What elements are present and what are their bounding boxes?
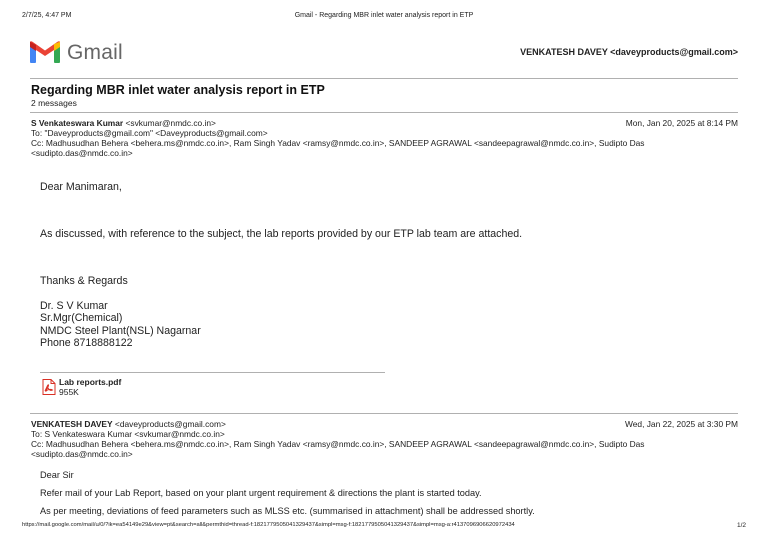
message-2-sender[interactable] <box>31 419 226 429</box>
print-datetime: 2/7/25, 4:47 PM <box>22 12 72 19</box>
signature-line: NMDC Steel Plant(NSL) Nagarnar <box>40 324 201 337</box>
gmail-logo-icon[interactable] <box>30 41 60 63</box>
message-2-paragraph: As per meeting, deviations of feed parameters such as MLSS etc. (summarised in attachment) shall be addressed shortly. <box>40 506 535 516</box>
message-1-paragraph: As discussed, with reference to the subject, the lab reports provided by our ETP lab team are attached. <box>40 228 523 240</box>
divider <box>30 413 738 414</box>
divider <box>30 112 738 113</box>
sender-email: <svkumar@nmdc.co.in> <box>125 118 216 128</box>
pdf-file-icon[interactable] <box>42 379 56 395</box>
message-1-cc-cont: <sudipto.das@nmdc.co.in> <box>31 148 133 158</box>
attachment-divider <box>40 372 385 373</box>
print-url: https://mail.google.com/mail/u/0/?ik=ea54149e29&view=pt&search=all&permthid=thread-f:1821779505041329437&simpl=msg-f:1821779505041329437&simpl=msg-a:r4137096906620972434 <box>22 522 515 528</box>
message-2-cc: Cc: Madhusudhan Behera <behera.ms@nmdc.co.in>, Ram Singh Yadav <ramsy@nmdc.co.in>, SANDEEP AGRAWAL <sandeepagrawal@nmdc.co.in>, Sudipto Das <box>31 439 645 449</box>
message-2-to: To: S Venkateswara Kumar <svkumar@nmdc.co.in> <box>31 429 225 439</box>
message-count: 2 messages <box>31 98 77 108</box>
account-label: VENKATESH DAVEY <daveyproducts@gmail.com> <box>520 47 738 57</box>
thread-subject: Regarding MBR inlet water analysis report in ETP <box>31 83 325 97</box>
sender-email: <daveyproducts@gmail.com> <box>114 419 226 429</box>
signature-line: Sr.Mgr(Chemical) <box>40 312 123 325</box>
message-2-paragraph: Refer mail of your Lab Report, based on your plant urgent requirement & directions the plant is started today. <box>40 488 482 498</box>
print-title: Gmail - Regarding MBR inlet water analysis report in ETP <box>294 12 474 19</box>
page-number: 1/2 <box>736 522 746 529</box>
signature-line: Phone 8718888122 <box>40 336 133 349</box>
sender-name: VENKATESH DAVEY <box>31 419 113 429</box>
attachment-size: 955K <box>59 387 79 397</box>
signature-line: Dr. S V Kumar <box>40 300 108 312</box>
message-1-to: To: "Daveyproducts@gmail.com" <Daveyproducts@gmail.com> <box>31 128 268 138</box>
message-1-signature <box>40 300 201 349</box>
gmail-logo-text: Gmail <box>67 41 123 64</box>
message-1-cc: Cc: Madhusudhan Behera <behera.ms@nmdc.co.in>, Ram Singh Yadav <ramsy@nmdc.co.in>, SANDEEP AGRAWAL <sandeepagrawal@nmdc.co.in>, Sudipto Das <box>31 138 645 148</box>
message-1-greeting: Dear Manimaran, <box>40 181 122 193</box>
sender-name: S Venkateswara Kumar <box>31 118 124 128</box>
message-1-date: Mon, Jan 20, 2025 at 8:14 PM <box>625 118 738 128</box>
message-2-cc-cont: <sudipto.das@nmdc.co.in> <box>31 449 133 459</box>
message-1-thanks: Thanks & Regards <box>40 275 128 287</box>
message-2-greeting: Dear Sir <box>40 470 74 480</box>
attachment[interactable] <box>59 377 121 397</box>
attachment-name: Lab reports.pdf <box>59 377 122 387</box>
message-2-date: Wed, Jan 22, 2025 at 3:30 PM <box>625 419 738 429</box>
divider <box>30 78 738 79</box>
message-1-sender[interactable] <box>31 118 216 128</box>
